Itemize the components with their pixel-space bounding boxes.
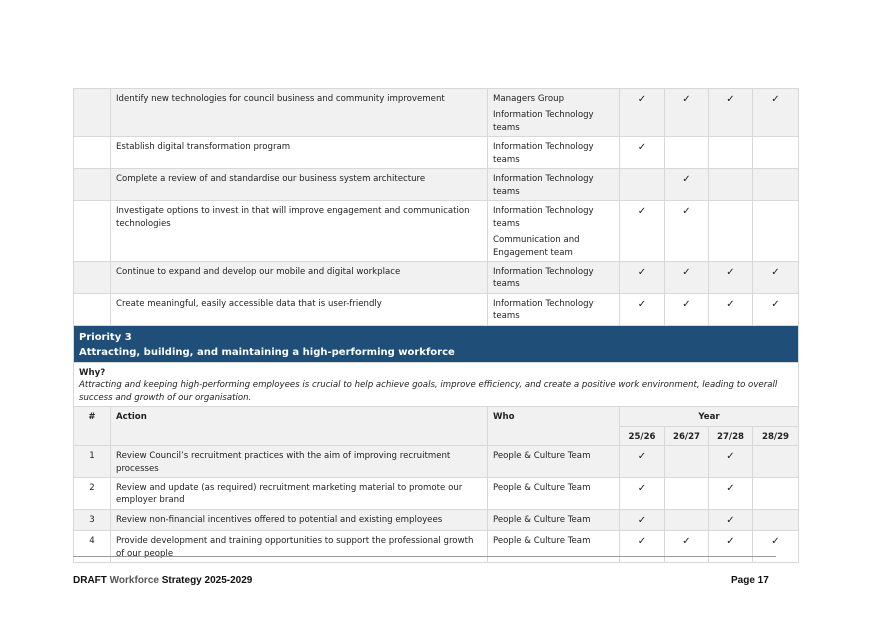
priority-title: Attracting, building, and maintaining a high-performing workforce [79,346,455,358]
who-cell [488,261,620,293]
who-cell: People & Culture Team [488,446,620,478]
year-tick-cell [753,509,799,531]
who-cell: People & Culture Team [488,509,620,531]
table-row [74,89,799,137]
year-tick-cell [709,137,753,169]
table-row [74,169,799,201]
year-tick-cell: ✓ [665,531,709,563]
year-tick-cell [665,446,709,478]
who-line: Information Technology teams [493,174,594,197]
year-col-4: 28/29 [753,426,799,445]
year-tick-cell [665,137,709,169]
table-row [74,509,799,531]
why-section [74,362,799,406]
num-cell [74,137,111,169]
table-row [74,446,799,478]
year-tick-cell: ✓ [620,477,665,509]
year-tick-cell [620,169,665,201]
action-cell: Provide development and training opportunities to support the professional growth of our people [111,531,488,563]
year-tick-cell [753,137,799,169]
who-cell [488,137,620,169]
year-tick-cell: ✓ [665,293,709,325]
table-row [74,137,799,169]
num-cell [74,293,111,325]
who-cell [488,89,620,137]
year-col-2: 26/27 [665,426,709,445]
year-tick-cell: ✓ [709,509,753,531]
year-tick-cell: ✓ [709,261,753,293]
num-cell [74,201,111,262]
footer-prefix: DRAFT [73,575,110,586]
year-tick-cell: ✓ [620,293,665,325]
action-cell: Review Council’s recruitment practices with the aim of improving recruitment processes [111,446,488,478]
priority-header [74,325,799,362]
year-tick-cell [753,201,799,262]
year-tick-cell: ✓ [620,201,665,262]
year-tick-cell: ✓ [620,261,665,293]
table-row [74,477,799,509]
who-line: Information Technology teams [493,298,594,322]
who-line: Communication and Engagement team [493,235,580,258]
year-tick-cell: ✓ [753,261,799,293]
priority-label: Priority 3 [79,331,132,343]
action-cell: Establish digital transformation program [111,137,488,169]
year-tick-cell [709,201,753,262]
who-line: Information Technology teams [493,110,594,133]
year-tick-cell: ✓ [709,446,753,478]
year-tick-cell: ✓ [709,531,753,563]
why-text: Attracting and keeping high-performing employees is crucial to help achieve goals, improve efficiency, and create a positive work environment, leading to overall success and growth of our organisation. [79,380,778,403]
num-header: # [74,407,111,446]
year-tick-cell [753,477,799,509]
who-header: Who [488,407,620,446]
table-row [74,293,799,325]
year-tick-cell: ✓ [709,89,753,137]
who-cell: People & Culture Team [488,531,620,563]
year-tick-cell: ✓ [753,531,799,563]
num-cell [74,169,111,201]
year-tick-cell [665,509,709,531]
year-tick-cell: ✓ [709,477,753,509]
num-cell [74,261,111,293]
who-line: Managers Group [493,94,565,104]
year-tick-cell: ✓ [753,89,799,137]
year-tick-cell [753,169,799,201]
action-cell: Investigate options to invest in that will improve engagement and communication technologies [111,201,488,262]
year-tick-cell: ✓ [620,137,665,169]
workforce-action-table [73,88,799,563]
action-cell: Create meaningful, easily accessible data that is user-friendly [111,293,488,325]
table-row [74,201,799,262]
action-cell: Review and update (as required) recruitment marketing material to promote our employer brand [111,477,488,509]
priority-3-actions [74,446,799,563]
who-line: Information Technology teams [493,142,594,165]
num-cell: 4 [74,531,111,563]
year-tick-cell: ✓ [709,293,753,325]
who-line: Information Technology teams [493,206,594,229]
action-cell: Identify new technologies for council business and community improvement [111,89,488,137]
who-cell [488,293,620,325]
year-tick-cell: ✓ [665,169,709,201]
num-cell: 2 [74,477,111,509]
why-label: Why? [79,367,106,378]
year-tick-cell: ✓ [665,261,709,293]
action-header: Action [111,407,488,446]
year-tick-cell: ✓ [620,531,665,563]
year-tick-cell: ✓ [665,89,709,137]
table-row [74,261,799,293]
footer-workforce: Workforce [109,575,159,586]
year-tick-cell [753,446,799,478]
year-tick-cell: ✓ [620,446,665,478]
action-cell: Review non-financial incentives offered to potential and existing employees [111,509,488,531]
who-cell: People & Culture Team [488,477,620,509]
year-tick-cell: ✓ [665,201,709,262]
year-col-1: 25/26 [620,426,665,445]
year-tick-cell [665,477,709,509]
action-cell: Continue to expand and develop our mobile and digital workplace [111,261,488,293]
continued-rows [74,89,799,326]
num-cell: 3 [74,509,111,531]
who-cell [488,201,620,262]
num-cell: 1 [74,446,111,478]
table-row [74,531,799,563]
year-header: Year [620,407,799,426]
page-number: Page 17 [731,575,769,586]
year-tick-cell: ✓ [620,89,665,137]
column-header-row [74,407,799,426]
footer-suffix: Strategy 2025-2029 [158,575,253,586]
num-cell [74,89,111,137]
footer-divider [73,556,776,557]
action-cell: Complete a review of and standardise our business system architecture [111,169,488,201]
year-tick-cell: ✓ [753,293,799,325]
year-tick-cell: ✓ [620,509,665,531]
who-cell [488,169,620,201]
who-line: Information Technology teams [493,266,594,290]
year-col-3: 27/28 [709,426,753,445]
footer-title [73,575,252,586]
year-tick-cell [709,169,753,201]
